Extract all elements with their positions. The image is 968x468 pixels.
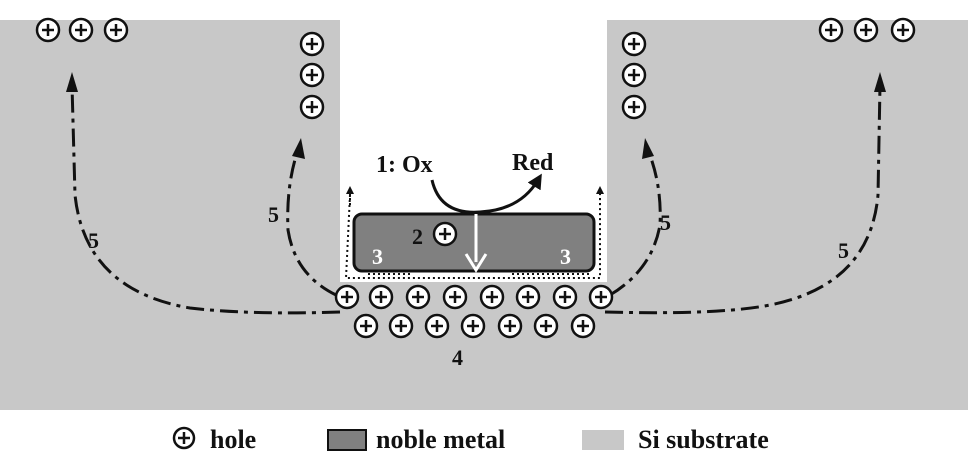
legend-noble-metal-swatch [328, 430, 366, 450]
hole-symbol [426, 315, 448, 337]
hole-symbol [301, 64, 323, 86]
legend-si-substrate-label: Si substrate [638, 425, 769, 454]
hole-symbol [301, 96, 323, 118]
step3-right-label: 3 [560, 244, 571, 269]
hole-symbol [820, 19, 842, 41]
hole-symbol [37, 19, 59, 41]
hole-symbol [434, 223, 456, 245]
hole-symbol [572, 315, 594, 337]
ox-red-arrow [432, 180, 538, 212]
hole-symbol [517, 286, 539, 308]
hole-symbol [70, 19, 92, 41]
legend-hole-icon [174, 428, 194, 448]
step3-left-label: 3 [372, 244, 383, 269]
step5-label-inner-right: 5 [660, 210, 671, 235]
hole-symbol [462, 315, 484, 337]
hole-symbol [892, 19, 914, 41]
hole-symbol [481, 286, 503, 308]
hole-symbol [623, 64, 645, 86]
hole-symbol [590, 286, 612, 308]
step4-label: 4 [452, 345, 463, 370]
step5-label-outer-left: 5 [88, 228, 99, 253]
legend [174, 425, 769, 454]
hole-symbol [355, 315, 377, 337]
hole-symbol [407, 286, 429, 308]
legend-si-substrate-swatch [582, 430, 624, 450]
noble-metal-particle [354, 214, 594, 271]
legend-noble-metal-label: noble metal [376, 425, 506, 454]
hole-symbol [855, 19, 877, 41]
hole-symbol [623, 33, 645, 55]
hole-symbol [499, 315, 521, 337]
hole-symbol [623, 96, 645, 118]
step2-label: 2 [412, 224, 423, 249]
product-label: Red [512, 150, 554, 176]
hole-symbol [301, 33, 323, 55]
hole-symbol [390, 315, 412, 337]
hole-symbol [336, 286, 358, 308]
hole-symbol [444, 286, 466, 308]
hole-symbol [370, 286, 392, 308]
hole-symbol [554, 286, 576, 308]
reaction-label: 1: Ox [376, 152, 433, 178]
step5-label-outer-right: 5 [838, 238, 849, 263]
legend-hole-label: hole [210, 425, 257, 454]
step5-label-inner-left: 5 [268, 202, 279, 227]
hole-symbol [535, 315, 557, 337]
hole-symbol [105, 19, 127, 41]
